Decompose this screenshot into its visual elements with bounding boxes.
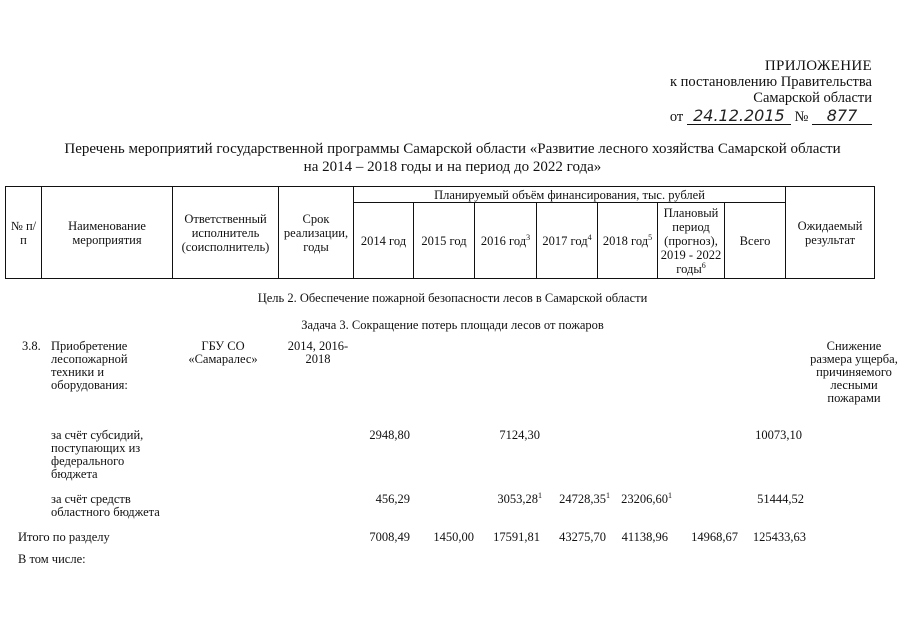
handwritten-date: 24.12.2015 [687,108,791,125]
item-num: 3.8. [22,339,41,353]
header-result: Ожидаемый результат [786,187,875,279]
sub2-2017: 24728,35$^1$ [559,490,610,506]
sub2-2016: 3053,28$^1$ [497,490,542,506]
header-2014: 2014 год [354,203,414,279]
section-total-label: Итого по разделу [18,530,110,544]
task-heading: Задача 3. Сокращение потерь площади лесов от пожаров [301,318,604,332]
appendix-line3: Самарской области [753,90,872,106]
header-2016: 2016 год$^3$ [475,203,537,279]
section-total-total: 125433,63 [752,530,806,544]
appendix-num-sign: № [794,109,809,125]
appendix-block [670,58,872,125]
section-total-2015: 1450,00 [433,530,474,544]
item-result: Снижение размера ущерба, причиняемого лесными пожарами [810,339,898,405]
sub1-total: 10073,10 [755,428,802,442]
sub1-2014: 2948,80 [369,428,410,442]
sub2-total: 51444,52 [757,492,804,506]
handwritten-number: 877 [812,108,872,125]
sub2-2018: 23206,60$^1$ [621,490,672,506]
sub2-name: за счёт средств областного бюджета [51,492,160,519]
including-label: В том числе: [18,552,86,566]
item-term: 2014, 2016-2018 [287,339,349,366]
header-funding: Планируемый объём финансирования, тыс. рублей [354,187,786,203]
header-name: Наименование мероприятия [42,187,173,279]
title-line-1: Перечень мероприятий государственной программы Самарской области «Развитие лесного хозяйства Самарской области [64,141,841,157]
sub1-name: за счёт субсидий, поступающих из федерального бюджета [51,428,144,481]
appendix-from: от [669,109,684,125]
section-total-2018: 41138,96 [621,530,668,544]
header-plan: Плановый период (прогноз), 2019 - 2022 годы$^6$ [658,203,725,279]
header-2015: 2015 год [414,203,475,279]
appendix-title: ПРИЛОЖЕНИЕ [764,58,872,74]
section-total-2016: 17591,81 [493,530,540,544]
goal-heading: Цель 2. Обеспечение пожарной безопасности лесов в Самарской области [257,291,648,305]
document-title [0,140,905,176]
header-2018: 2018 год$^5$ [598,203,658,279]
section-total-2014: 7008,49 [369,530,410,544]
header-executor: Ответственный исполнитель (соисполнитель) [173,187,279,279]
header-term: Срок реализации, годы [279,187,354,279]
table-header [5,186,875,279]
header-2017: 2017 год$^4$ [537,203,598,279]
appendix-line2: к постановлению Правительства [670,74,872,90]
section-total-2017: 43275,70 [559,530,606,544]
appendix-signature-line [670,108,872,125]
title-line-2: на 2014 – 2018 годы и на период до 2022 года» [303,159,602,175]
sub1-2016: 7124,30 [499,428,540,442]
header-total: Всего [725,203,786,279]
sub2-2014: 456,29 [375,492,410,506]
section-total-plan: 14968,67 [691,530,738,544]
header-num: № п/п [6,187,42,279]
item-name: Приобретение лесопожарной техники и оборудования: [51,339,128,392]
item-executor: ГБУ СО «Самаралес» [188,339,258,366]
